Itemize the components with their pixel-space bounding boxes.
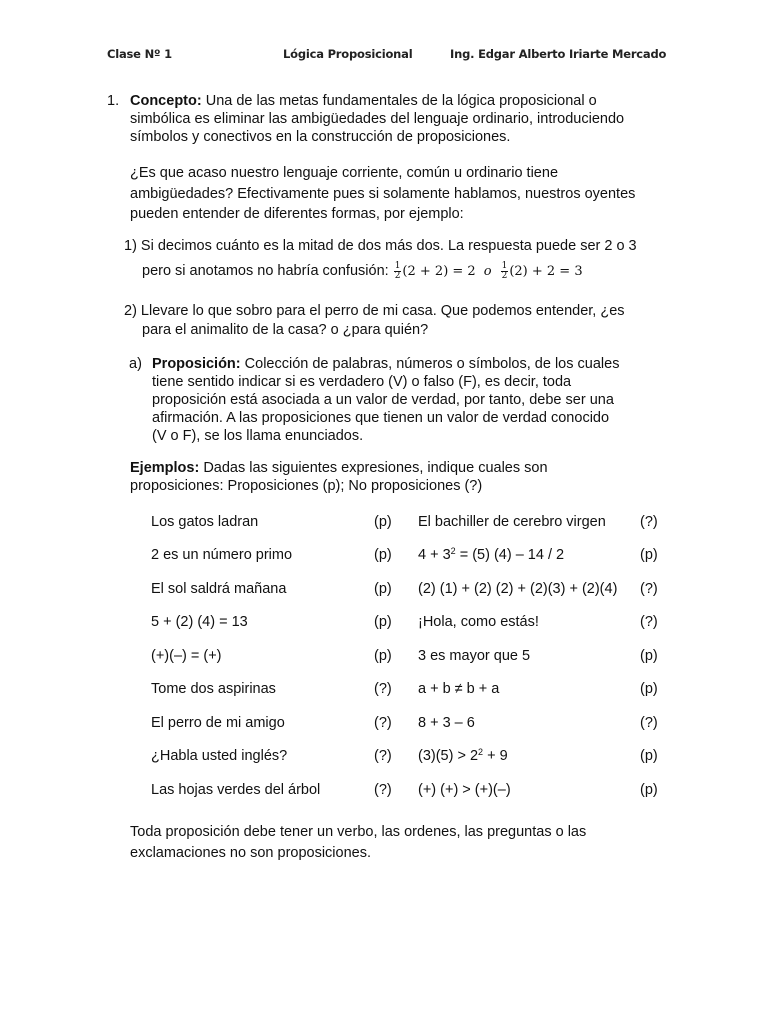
definition-paragraph: [152, 355, 652, 445]
table-row: [151, 539, 670, 573]
conclusion-line-2: exclamaciones no son proposiciones.: [130, 845, 371, 861]
definition-line-1: Colección de palabras, números o símbolos, de los cuales: [244, 356, 620, 372]
example-right-tag: (p): [640, 781, 658, 798]
question-line-3: pueden entender de diferentes formas, por ejemplo:: [130, 206, 464, 222]
fraction-half-b: $\frac{1}{2}$: [501, 260, 508, 281]
example-left: El sol saldrá mañana: [151, 580, 287, 597]
example-right: ¡Hola, como estás!: [418, 614, 539, 631]
fraction-half-a: $\frac{1}{2}$: [394, 260, 401, 281]
example-right: (+) (+) > (+)(–): [418, 781, 511, 798]
examples-title: Ejemplos:: [130, 460, 200, 476]
example-right: a + b ≠ b + a: [418, 681, 500, 698]
example-left-tag: (p): [374, 513, 392, 530]
header-author: Ing. Edgar Alberto Iriarte Mercado: [450, 47, 667, 61]
examples-intro: [130, 459, 650, 495]
examples-intro-line-1: Dadas las siguientes expresiones, indique cuales son: [203, 460, 548, 476]
formula-connector: o: [483, 264, 492, 279]
definition-line-2: tiene sentido indicar si es verdadero (V) o falso (F), es decir, toda: [152, 374, 572, 390]
table-row: [151, 673, 670, 707]
example-left-tag: (p): [374, 580, 392, 597]
example-left-tag: (?): [374, 781, 392, 798]
question-line-1: ¿Es que acaso nuestro lenguaje corriente, común u ordinario tiene: [130, 165, 559, 181]
example-right-tag: (p): [640, 647, 658, 664]
definition-line-5: (V o F), se los llama enunciados.: [152, 428, 364, 444]
table-row: [151, 639, 670, 673]
example-1-line-1: 1) Si decimos cuánto es la mitad de dos más dos. La respuesta puede ser 2 o 3: [124, 238, 637, 254]
example-left: Tome dos aspirinas: [151, 681, 276, 698]
example-right-tag: (?): [640, 614, 658, 631]
example-right: $4 + 3^2 = (5)$ (4) – 14 / 2: [418, 546, 565, 564]
example-left-tag: (?): [374, 681, 392, 698]
examples-intro-line-2: proposiciones: Proposiciones (p); No proposiciones (?): [130, 478, 483, 494]
concept-paragraph: [130, 92, 650, 146]
examples-table: [151, 505, 670, 807]
example-left: 5 + (2) (4) = 13: [151, 614, 248, 631]
example-left: Los gatos ladran: [151, 513, 259, 530]
example-right: 8 + 3 – 6: [418, 714, 475, 731]
example-right: El bachiller de cerebro virgen: [418, 513, 606, 530]
table-row: [151, 773, 670, 807]
example-1-line-2: [142, 259, 583, 284]
example-left-tag: (p): [374, 647, 392, 664]
example-right-tag: (?): [640, 714, 658, 731]
formula-b: (2) + 2 = 3: [509, 264, 583, 279]
example-right: 3 es mayor que 5: [418, 647, 531, 664]
question-paragraph: [130, 163, 635, 225]
example-right-tag: (?): [640, 513, 658, 530]
example-left-tag: (p): [374, 614, 392, 631]
definition-line-3: proposición está asociada a un valor de verdad, por tanto, debe ser una: [152, 392, 614, 408]
example-2-line-2: para el animalito de la casa? o ¿para quién?: [142, 322, 429, 338]
example-right-tag: (p): [640, 748, 658, 765]
example-left: El perro de mi amigo: [151, 714, 285, 731]
table-row: [151, 572, 670, 606]
definition-title: Proposición:: [152, 356, 241, 372]
header-class-label: Clase Nº 1: [107, 47, 172, 61]
example-right: $(3)(5) > 2^2 + 9$: [418, 747, 508, 765]
definition-line-4: afirmación. A las proposiciones que tienen un valor de verdad conocido: [152, 410, 610, 426]
example-right-tag: (p): [640, 681, 658, 698]
example-1-text: pero si anotamos no habría confusión:: [142, 263, 389, 279]
example-right-tag: (?): [640, 580, 658, 597]
example-left: (+)(–) = (+): [151, 647, 222, 664]
concept-title: Concepto:: [130, 93, 202, 109]
table-row: [151, 606, 670, 640]
table-row: [151, 505, 670, 539]
example-left: ¿Habla usted inglés?: [151, 748, 288, 765]
question-line-2: ambigüedades? Efectivamente pues si solamente hablamos, nuestros oyentes: [130, 185, 636, 202]
table-row: [151, 740, 670, 774]
example-2-line-1: 2) Llevare lo que sobro para el perro de mi casa. Que podemos entender, ¿es: [124, 303, 625, 319]
concept-line-3: símbolos y conectivos en la construcción de proposiciones.: [130, 129, 511, 145]
concept-line-1: Una de las metas fundamentales de la lógica proposicional o: [205, 93, 597, 109]
example-right: (2) (1) + (2) (2) + (2)(3) + (2)(4): [418, 580, 618, 597]
conclusion-line-1: Toda proposición debe tener un verbo, las ordenes, las preguntas o las: [130, 824, 587, 840]
formula-a: (2 + 2) = 2: [402, 264, 476, 279]
example-right-tag: (p): [640, 547, 658, 564]
header-subject: Lógica Proposicional: [283, 47, 413, 61]
definition-marker: a): [129, 356, 142, 372]
example-left: Las hojas verdes del árbol: [151, 781, 321, 798]
example-left-tag: (?): [374, 714, 392, 731]
example-left-tag: (p): [374, 547, 392, 564]
section-number: 1.: [107, 93, 120, 109]
table-row: [151, 706, 670, 740]
example-left: 2 es un número primo: [151, 547, 293, 564]
concept-line-2: simbólica es eliminar las ambigüedades del lenguaje ordinario, introduciendo: [130, 111, 625, 127]
example-left-tag: (?): [374, 748, 392, 765]
conclusion-paragraph: [130, 822, 586, 864]
